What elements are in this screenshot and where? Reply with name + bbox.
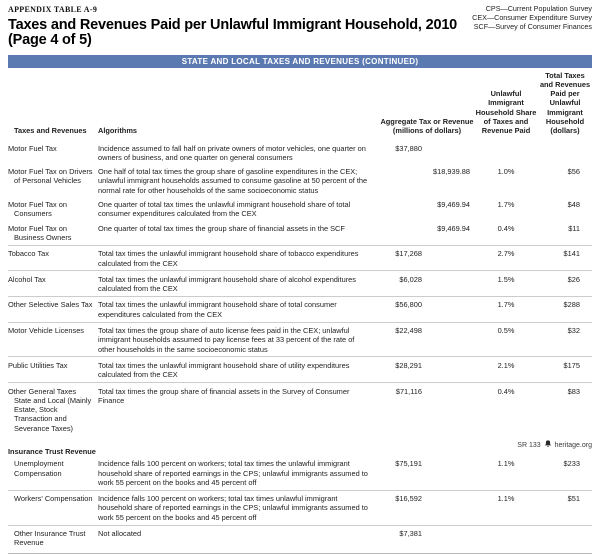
heritage-bell-icon <box>544 440 552 450</box>
table-row <box>8 322 592 357</box>
row-total <box>538 529 592 548</box>
col-header-aggregate: Aggregate Tax or Revenue (millions of dollars) <box>380 116 474 136</box>
row-name: Public Utilities Tax <box>8 360 68 370</box>
row-name: Other General Taxes State and Local (Mainly Estate, Stock Transaction and Severance Taxes) <box>8 386 92 433</box>
row-share: 1.7% <box>497 200 515 210</box>
row-algorithm: One quarter of total tax times the unlawful immigrant household share of total consumer expenditures calculated from the CEX <box>98 200 351 219</box>
row-total: $83 <box>567 386 580 396</box>
row-name: Other Selective Sales Tax <box>8 300 93 310</box>
row-name: Unemployment Compensation <box>14 459 64 478</box>
section-header-insurance-trust-revenue: Insurance Trust Revenue <box>8 446 96 456</box>
table-row <box>8 245 592 271</box>
row-share: 1.1% <box>497 494 515 504</box>
row-total: $141 <box>563 249 580 259</box>
row-total: $48 <box>567 200 580 210</box>
row-algorithm: Total tax times the unlawful immigrant household share of alcohol expenditures calculated from the CEX <box>98 274 356 294</box>
table-row <box>8 198 592 222</box>
row-name: Other Insurance Trust Revenue <box>14 529 86 548</box>
row-algorithm: Total tax times the group share of auto license fees paid in the CEX; unlawful immigrant households assumed to pay license fees at 33 percent of the rate of other households in the same socioeconomic status <box>98 326 355 354</box>
row-total: $32 <box>567 326 580 336</box>
appendix-label: APPENDIX TABLE A-9 <box>8 5 98 14</box>
row-total: $175 <box>563 360 580 370</box>
row-aggregate: $56,800 <box>395 300 422 310</box>
row-name: Motor Fuel Tax on Consumers <box>8 200 68 219</box>
page-title: Taxes and Revenues Paid per Unlawful Immigrant Household, 2010 (Page 4 of 5) <box>8 17 458 48</box>
col-header-algorithms: Algorithms <box>98 126 138 136</box>
row-aggregate: $28,291 <box>395 360 422 370</box>
row-algorithm: Total tax times the group share of financial assets in the Survey of Consumer Finance <box>98 386 350 405</box>
row-algorithm: Total tax times the unlawful immigrant household share of total consumer expenditures calculated from the CEX <box>98 300 337 319</box>
row-name: Motor Fuel Tax on Business Owners <box>8 223 72 242</box>
row-aggregate: $7,381 <box>399 529 422 539</box>
row-share: 0.4% <box>497 223 515 233</box>
legend-line-scf: SCF—Survey of Consumer Finances <box>473 22 592 31</box>
row-name: Motor Vehicle Licenses <box>8 326 84 336</box>
page-footer <box>517 440 592 450</box>
row-total: $288 <box>563 300 580 310</box>
row-algorithm: Not allocated <box>98 529 142 539</box>
row-aggregate: $9,469.94 <box>437 223 470 233</box>
report-number: SR 133 <box>517 441 541 449</box>
table-row <box>8 525 592 554</box>
row-aggregate: $37,880 <box>395 143 422 153</box>
row-aggregate: $71,116 <box>395 386 422 396</box>
row-name: Workers' Compensation <box>14 494 93 504</box>
row-aggregate: $9,469.94 <box>437 200 470 210</box>
row-share: 1.5% <box>497 274 515 284</box>
table-row <box>8 296 592 322</box>
table-row <box>8 457 592 490</box>
site-link: heritage.org <box>554 441 592 449</box>
row-algorithm: One quarter of total tax times the group share of financial assets in the SCF <box>98 223 345 233</box>
table-row <box>8 270 592 296</box>
row-aggregate: $6,028 <box>399 274 422 284</box>
row-name: Motor Fuel Tax <box>8 143 57 153</box>
row-share: 1.7% <box>497 300 515 310</box>
table-row <box>8 490 592 525</box>
row-share: 0.5% <box>497 326 515 336</box>
row-share <box>474 529 538 548</box>
table-row <box>8 221 592 245</box>
legend-line-cex: CEX—Consumer Expenditure Survey <box>472 13 592 22</box>
row-name: Tobacco Tax <box>8 249 49 259</box>
table-row <box>8 382 592 435</box>
row-total: $233 <box>563 459 580 469</box>
row-name: Alcohol Tax <box>8 274 46 284</box>
row-aggregate: $22,498 <box>395 326 422 336</box>
row-algorithm: Total tax times the unlawful immigrant household share of utility expenditures calculated from the CEX <box>98 360 350 380</box>
row-algorithm: Incidence assumed to fall half on private owners of motor vehicles, one quarter on owners of business, and one quarter on general consumers <box>98 143 366 162</box>
col-header-share: Unlawful Immigrant Household Share of Taxes and Revenue Paid <box>475 89 537 136</box>
col-header-taxes: Taxes and Revenues <box>14 126 87 136</box>
row-name: Motor Fuel Tax on Drivers of Personal Vehicles <box>8 167 93 186</box>
row-share <box>474 144 538 163</box>
row-algorithm: Incidence falls 100 percent on workers; total tax times the unlawful immigrant household share of reported earnings in the CPS; unlawful immigrants assumed to work 55 percent on the books and 45 percent off <box>98 459 368 487</box>
row-share: 0.4% <box>497 386 515 396</box>
table-row <box>8 165 592 198</box>
row-share: 1.1% <box>497 459 515 469</box>
section-bar: STATE AND LOCAL TAXES AND REVENUES (CONTINUED) <box>8 55 592 68</box>
row-total: $56 <box>567 167 580 177</box>
row-total <box>538 144 592 163</box>
row-share: 2.1% <box>497 360 515 370</box>
row-aggregate: $75,191 <box>395 459 422 469</box>
row-total: $11 <box>568 223 580 233</box>
row-algorithm: Incidence falls 100 percent on workers; total tax times unlawful immigrant household share of reported earnings in the CPS; unlawful immigrants assumed to work 55 percent on the books and 45 percent off <box>98 494 368 522</box>
legend-line-cps: CPS—Current Population Survey <box>485 4 592 13</box>
row-aggregate: $16,592 <box>395 494 422 504</box>
row-algorithm: One half of total tax times the group share of gasoline expenditures in the CEX; unlawful immigrant households assumed to consume gasoline at 50 percent of the normal rate for other households of the same socioeconomic status <box>98 167 368 195</box>
row-algorithm: Total tax times the unlawful immigrant household share of tobacco expenditures calculated from the CEX <box>98 249 359 268</box>
row-aggregate: $17,268 <box>395 249 422 259</box>
col-header-total: Total Taxes and Revenues Paid per Unlawful Immigrant Household (dollars) <box>539 70 591 136</box>
row-total: $26 <box>567 274 580 284</box>
row-share: 1.0% <box>497 167 515 177</box>
survey-legend <box>472 4 592 31</box>
row-share: 2.7% <box>497 249 515 259</box>
table-row <box>8 141 592 165</box>
row-total: $51 <box>567 494 580 504</box>
row-aggregate: $18,939.88 <box>433 167 470 177</box>
table-header-row <box>8 68 592 141</box>
table-row <box>8 356 592 382</box>
